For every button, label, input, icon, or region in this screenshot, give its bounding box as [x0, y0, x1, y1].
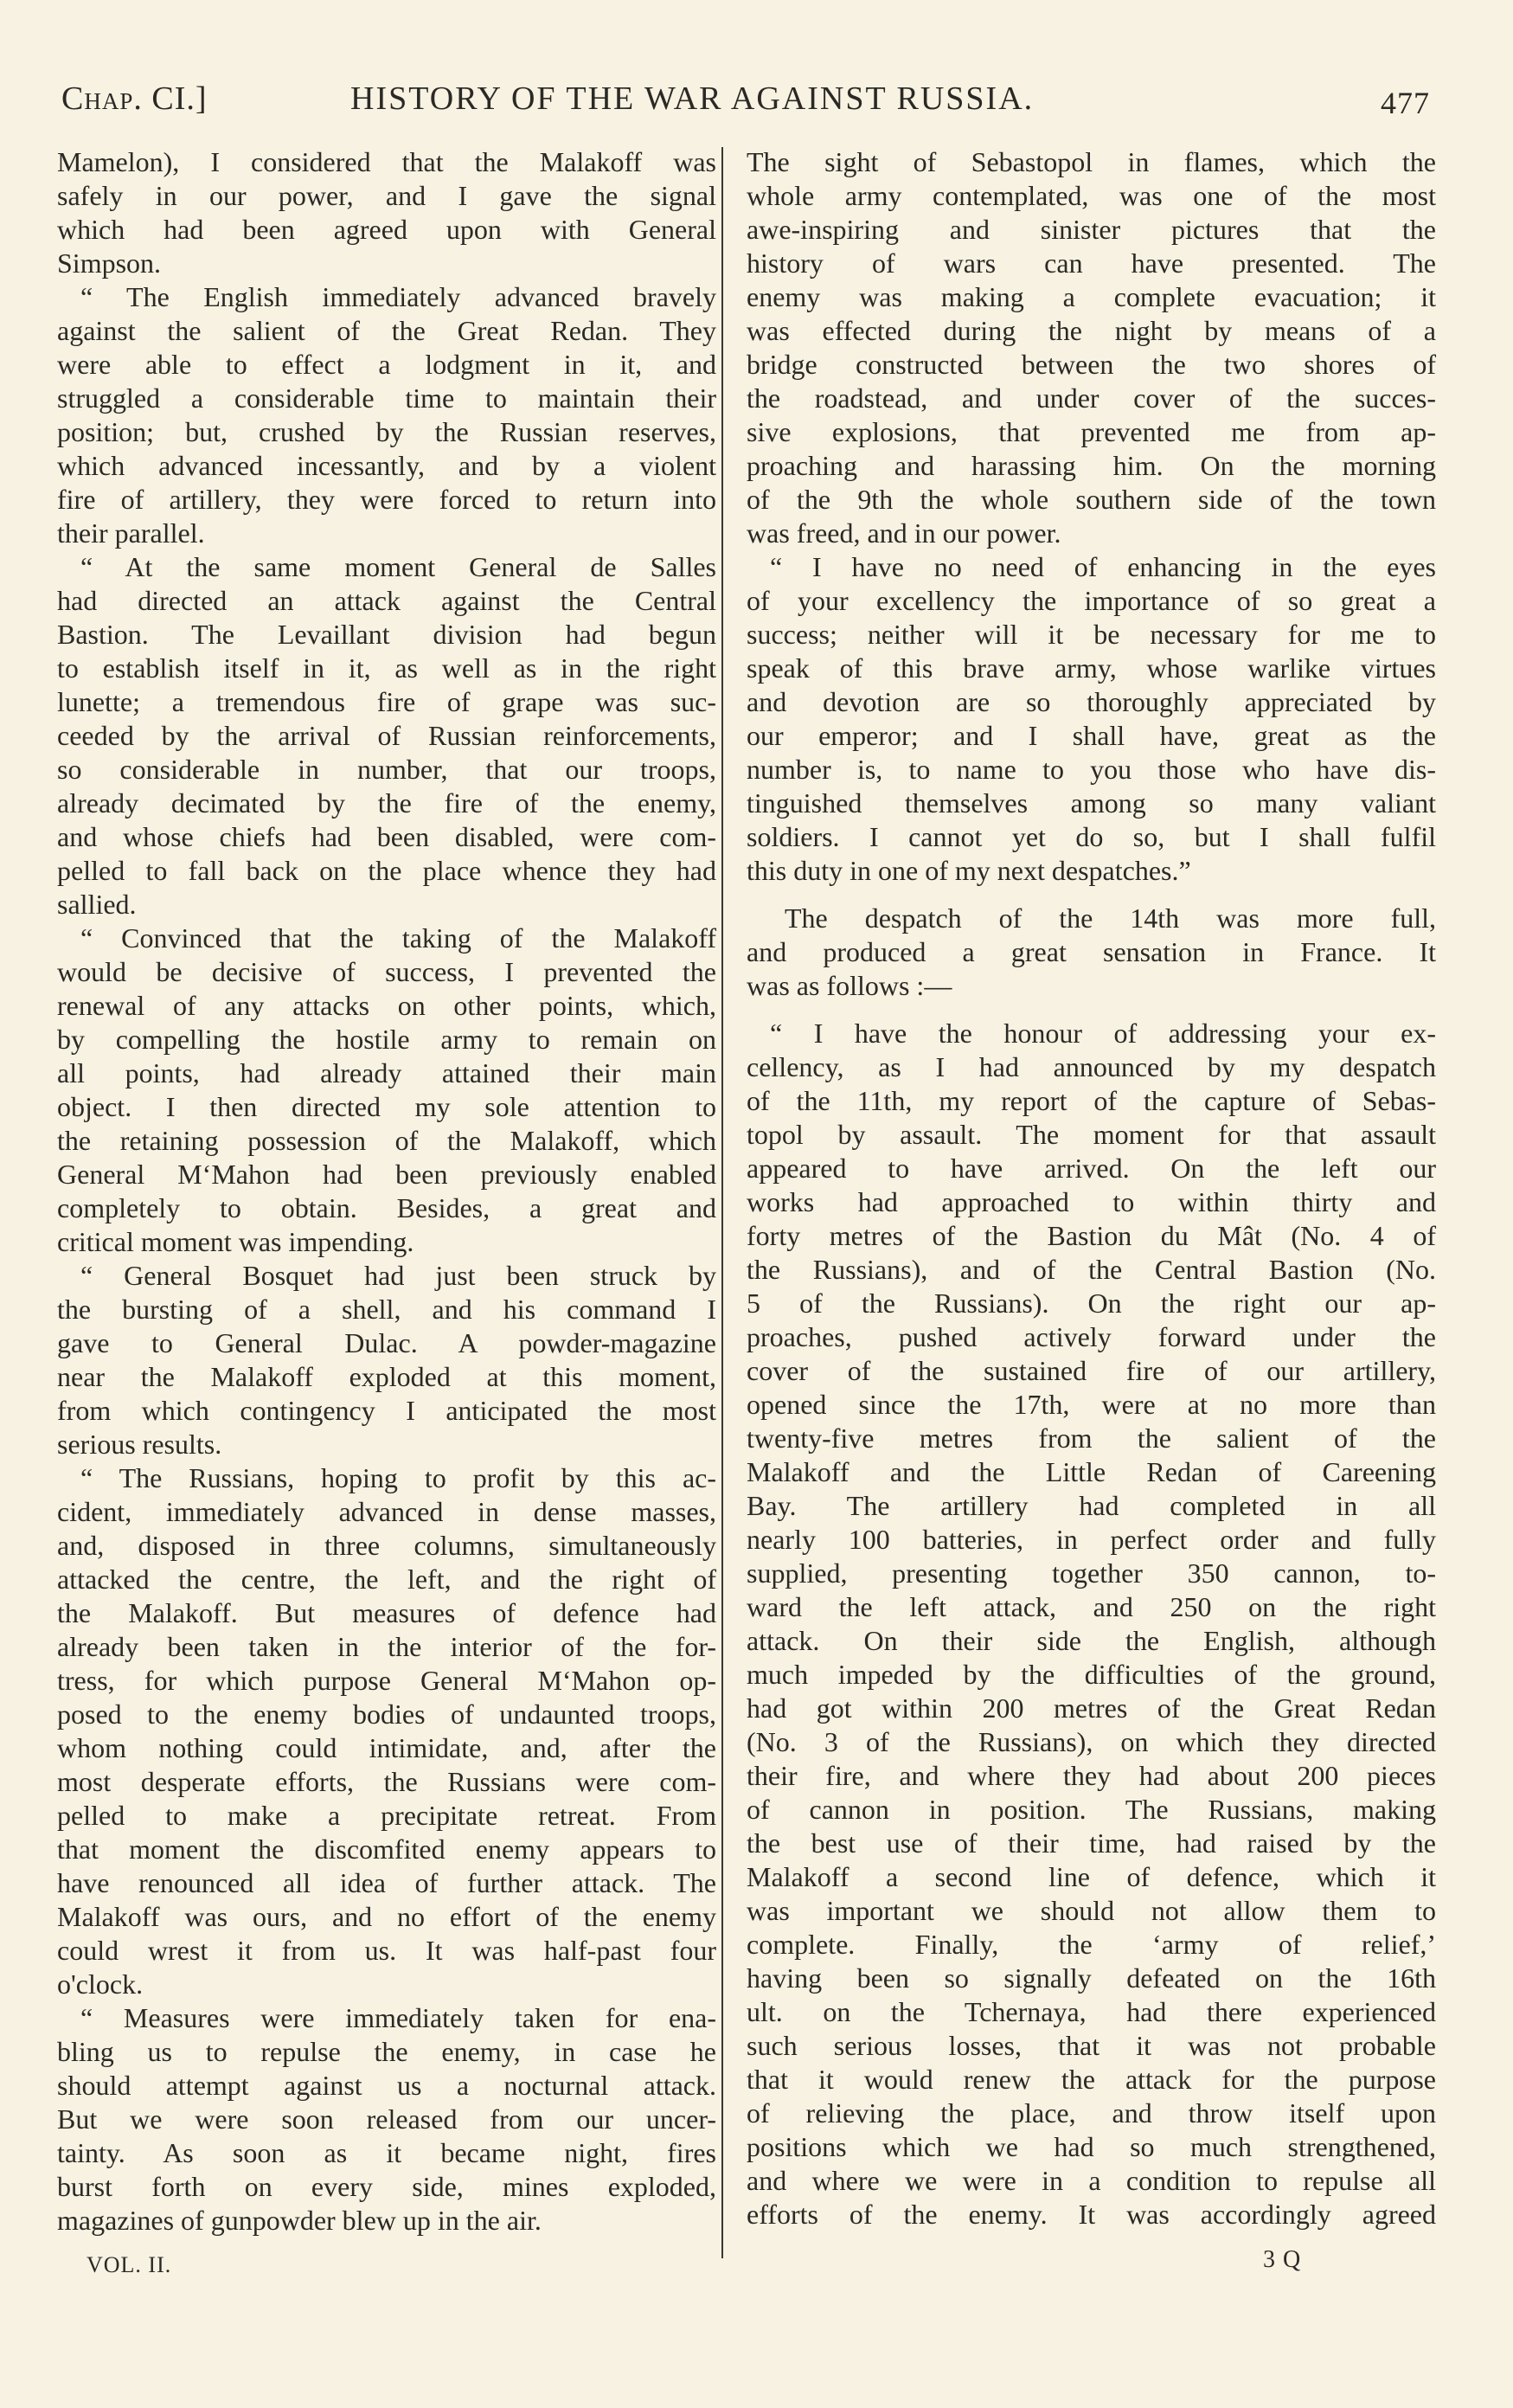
text-line: had directed an attack against the Central — [57, 585, 716, 616]
text-line: having been so signally defeated on the 16th — [747, 1962, 1436, 1994]
text-line: sive explosions, that prevented me from ap- — [747, 416, 1436, 447]
text-line: would be decisive of success, I prevented the — [57, 956, 716, 987]
text-line: such serious losses, that it was not probable — [747, 2030, 1436, 2061]
text-line: success; neither will it be necessary for me to — [747, 619, 1436, 650]
text-line: sallied. — [57, 889, 137, 920]
text-line: whole army contemplated, was one of the most — [747, 180, 1436, 211]
text-line: was important we should not allow them to — [747, 1895, 1436, 1926]
text-line: General M‘Mahon had been previously enabled — [57, 1159, 716, 1190]
text-line: the roadstead, and under cover of the succes- — [747, 382, 1436, 414]
text-line: nearly 100 batteries, in perfect order and fully — [747, 1524, 1436, 1555]
text-line: Malakoff and the Little Redan of Careening — [747, 1456, 1436, 1487]
text-line: posed to the enemy bodies of undaunted troops, — [57, 1698, 716, 1730]
text-line: pelled to make a precipitate retreat. From — [57, 1800, 716, 1831]
paragraph — [57, 2001, 716, 2238]
text-line: have renounced all idea of further attack. The — [57, 1867, 716, 1898]
text-line: completely to obtain. Besides, a great and — [57, 1192, 716, 1223]
text-line: their parallel. — [57, 517, 205, 549]
text-line: were able to effect a lodgment in it, and — [57, 349, 716, 380]
text-line: history of wars can have presented. The — [747, 247, 1436, 279]
text-line: Malakoff was ours, and no effort of the enemy — [57, 1901, 716, 1932]
running-title: HISTORY OF THE WAR AGAINST RUSSIA. — [350, 80, 1035, 117]
text-line: awe-inspiring and sinister pictures that the — [747, 214, 1436, 245]
text-line: all points, had already attained their main — [57, 1057, 716, 1088]
text-line: critical moment was impending. — [57, 1226, 414, 1257]
text-line: the Malakoff. But measures of defence had — [57, 1597, 716, 1628]
text-line: twenty-five metres from the salient of the — [747, 1422, 1436, 1454]
text-line: The despatch of the 14th was more full, — [785, 902, 1436, 934]
left-column — [57, 145, 716, 2238]
paragraph — [57, 145, 716, 280]
text-line: was effected during the night by means of a — [747, 315, 1436, 346]
text-line: our emperor; and I shall have, great as the — [747, 720, 1436, 751]
right-column — [747, 145, 1436, 2231]
text-line: 5 of the Russians). On the right our ap- — [747, 1287, 1436, 1319]
text-line: that moment the discomfited enemy appears to — [57, 1833, 716, 1865]
text-line: positions which we had so much strengthened, — [747, 2131, 1436, 2162]
text-line: “ The English immediately advanced bravely — [80, 281, 716, 312]
text-line: which advanced incessantly, and by a violent — [57, 450, 716, 481]
text-line: and devotion are so thoroughly appreciated by — [747, 686, 1436, 717]
text-line: and, disposed in three columns, simultaneously — [57, 1530, 716, 1561]
text-line: their fire, and where they had about 200 pieces — [747, 1760, 1436, 1791]
text-line: ward the left attack, and 250 on the right — [747, 1591, 1436, 1622]
paragraph — [747, 145, 1436, 550]
text-line: of the 9th the whole southern side of the town — [747, 484, 1436, 515]
text-line: speak of this brave army, whose warlike virtues — [747, 652, 1436, 684]
text-line: the Russians), and of the Central Bastion (No. — [747, 1254, 1436, 1285]
text-line: whom nothing could intimidate, and, after the — [57, 1732, 716, 1763]
text-line: and whose chiefs had been disabled, were com- — [57, 821, 716, 852]
paragraph — [747, 550, 1436, 888]
text-line: tainty. As soon as it became night, fires — [57, 2137, 716, 2168]
text-line: “ The Russians, hoping to profit by this ac- — [80, 1462, 716, 1493]
text-line: which had been agreed upon with General — [57, 214, 716, 245]
paragraph — [747, 1017, 1436, 2231]
text-line: “ Convinced that the taking of the Malakoff — [80, 922, 716, 954]
chapter-label: Chap. CI.] — [61, 80, 208, 117]
volume-label: VOL. II. — [87, 2252, 172, 2277]
paragraph — [57, 1259, 716, 1461]
signature-mark: 3 Q — [1263, 2246, 1302, 2273]
paragraph — [57, 550, 716, 921]
text-line: cident, immediately advanced in dense masses, — [57, 1496, 716, 1527]
column-divider — [721, 147, 723, 2258]
text-line: much impeded by the difficulties of the ground, — [747, 1659, 1436, 1690]
text-line: supplied, presenting together 350 cannon, to- — [747, 1557, 1436, 1589]
text-line: serious results. — [57, 1429, 222, 1460]
text-line: by compelling the hostile army to remain on — [57, 1024, 716, 1055]
text-line: appeared to have arrived. On the left our — [747, 1153, 1436, 1184]
text-line: struggled a considerable time to maintain their — [57, 382, 716, 414]
text-line: ult. on the Tchernaya, had there experienced — [747, 1996, 1436, 2027]
text-line: efforts of the enemy. It was accordingly agreed — [747, 2199, 1436, 2230]
text-line: of cannon in position. The Russians, making — [747, 1794, 1436, 1825]
text-line: number is, to name to you those who have dis- — [747, 754, 1436, 785]
paragraph — [747, 902, 1436, 1003]
text-line: Simpson. — [57, 247, 162, 279]
text-line: Bastion. The Levaillant division had begun — [57, 619, 716, 650]
text-line: works had approached to within thirty and — [747, 1186, 1436, 1217]
text-line: most desperate efforts, the Russians were com- — [57, 1766, 716, 1797]
text-line: Mamelon), I considered that the Malakoff was — [57, 146, 716, 177]
text-line: of relieving the place, and throw itself upon — [747, 2097, 1436, 2129]
text-line: magazines of gunpowder blew up in the air. — [57, 2205, 542, 2236]
paragraph — [57, 280, 716, 550]
text-line: had got within 200 metres of the Great Redan — [747, 1692, 1436, 1724]
text-line: cellency, as I had announced by my despatch — [747, 1051, 1436, 1082]
paragraph — [57, 921, 716, 1259]
text-line: o'clock. — [57, 1968, 144, 2000]
text-line: proaches, pushed actively forward under the — [747, 1321, 1436, 1352]
text-line: renewal of any attacks on other points, which, — [57, 990, 716, 1021]
text-line: and produced a great sensation in France. It — [747, 936, 1436, 967]
page-number: 477 — [1381, 86, 1430, 120]
text-line: from which contingency I anticipated the most — [57, 1395, 716, 1426]
text-line: ceeded by the arrival of Russian reinforcements, — [57, 720, 716, 751]
text-line: near the Malakoff exploded at this moment, — [57, 1361, 716, 1392]
text-line: But we were soon released from our uncer- — [57, 2103, 716, 2135]
text-line: “ At the same moment General de Salles — [80, 551, 716, 582]
text-line: fire of artillery, they were forced to return into — [57, 484, 716, 515]
text-line: safely in our power, and I gave the signal — [57, 180, 716, 211]
text-line: was as follows :— — [747, 970, 952, 1001]
text-line: “ Measures were immediately taken for ena- — [80, 2002, 716, 2033]
text-line: tress, for which purpose General M‘Mahon op- — [57, 1665, 716, 1696]
text-line: so considerable in number, that our troops, — [57, 754, 716, 785]
text-line: “ I have no need of enhancing in the eyes — [770, 551, 1436, 582]
text-line: bling us to repulse the enemy, in case he — [57, 2036, 716, 2067]
text-line: Malakoff a second line of defence, which it — [747, 1861, 1436, 1892]
text-line: object. I then directed my sole attention to — [57, 1091, 716, 1122]
text-line: bridge constructed between the two shores of — [747, 349, 1436, 380]
text-line: tinguished themselves among so many valiant — [747, 787, 1436, 819]
text-line: could wrest it from us. It was half-past four — [57, 1935, 716, 1966]
text-line: soldiers. I cannot yet do so, but I shall fulfil — [747, 821, 1436, 852]
text-line: already been taken in the interior of the for- — [57, 1631, 716, 1662]
text-line: the best use of their time, had raised by the — [747, 1827, 1436, 1859]
text-line: against the salient of the Great Redan. They — [57, 315, 716, 346]
text-line: of the 11th, my report of the capture of Sebas- — [747, 1085, 1436, 1116]
text-line: complete. Finally, the ‘army of relief,’ — [747, 1929, 1436, 1960]
text-line: and where we were in a condition to repulse all — [747, 2165, 1436, 2196]
text-line: should attempt against us a nocturnal attack. — [57, 2070, 716, 2101]
text-line: forty metres of the Bastion du Mât (No. 4 of — [747, 1220, 1436, 1251]
text-line: already decimated by the fire of the enemy, — [57, 787, 716, 819]
text-line: to establish itself in it, as well as in the right — [57, 652, 716, 684]
text-line: opened since the 17th, were at no more than — [747, 1389, 1436, 1420]
text-line: (No. 3 of the Russians), on which they directed — [747, 1726, 1436, 1757]
text-line: attack. On their side the English, although — [747, 1625, 1436, 1656]
text-line: The sight of Sebastopol in flames, which the — [747, 146, 1436, 177]
text-line: of your excellency the importance of so great a — [747, 585, 1436, 616]
text-line: burst forth on every side, mines exploded, — [57, 2171, 716, 2202]
text-line: position; but, crushed by the Russian reserves, — [57, 416, 716, 447]
text-line: gave to General Dulac. A powder-magazine — [57, 1327, 716, 1358]
text-line: Bay. The artillery had completed in all — [747, 1490, 1436, 1521]
text-line: cover of the sustained fire of our artillery, — [747, 1355, 1436, 1386]
text-line: proaching and harassing him. On the morning — [747, 450, 1436, 481]
text-line: topol by assault. The moment for that assault — [747, 1119, 1436, 1150]
text-line: attacked the centre, the left, and the right of — [57, 1564, 716, 1595]
text-line: enemy was making a complete evacuation; it — [747, 281, 1436, 312]
text-line: was freed, and in our power. — [747, 517, 1061, 549]
text-line: “ I have the honour of addressing your ex- — [770, 1018, 1436, 1049]
text-line: that it would renew the attack for the purpose — [747, 2064, 1436, 2095]
text-line: the bursting of a shell, and his command I — [57, 1294, 716, 1325]
text-line: pelled to fall back on the place whence they had — [57, 855, 716, 886]
text-line: the retaining possession of the Malakoff, which — [57, 1125, 716, 1156]
text-line: “ General Bosquet had just been struck by — [80, 1260, 716, 1291]
text-line: this duty in one of my next despatches.” — [747, 855, 1191, 886]
paragraph — [57, 1461, 716, 2001]
text-line: lunette; a tremendous fire of grape was suc- — [57, 686, 716, 717]
